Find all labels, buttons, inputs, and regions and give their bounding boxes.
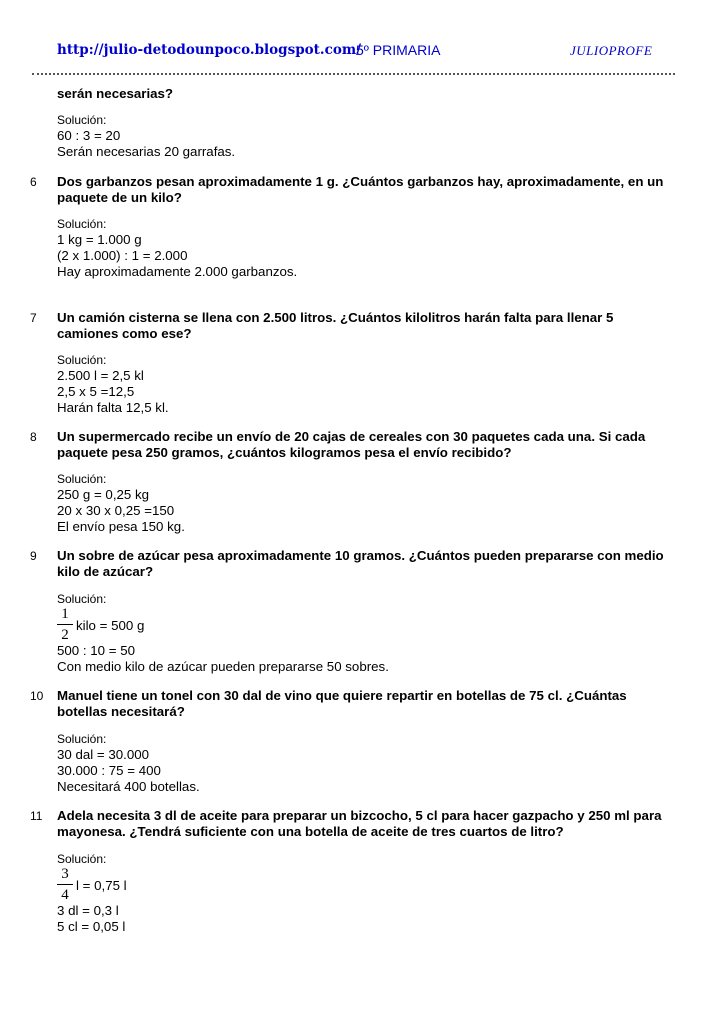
problem-solution-label: Solución:: [57, 472, 107, 486]
problem-solution-line: 5 cl = 0,05 l: [57, 919, 126, 934]
problem-solution-line: 2,5 x 5 =12,5: [57, 384, 135, 399]
problem-number: 9: [30, 549, 37, 563]
intro-question-tail: serán necesarias?: [57, 86, 174, 101]
header-grade: 5º PRIMARIA: [356, 42, 441, 58]
problem-solution-line: Necesitará 400 botellas.: [57, 779, 200, 794]
problem-solution-line: Con medio kilo de azúcar pueden prepararse 50 sobres.: [57, 659, 389, 674]
intro-solution-line: 60 : 3 = 20: [57, 128, 121, 143]
fraction-denominator: 4: [61, 887, 69, 903]
fraction-numerator: 3: [57, 866, 73, 885]
fraction-text: l = 0,75 l: [76, 878, 127, 893]
problem-number: 7: [30, 311, 37, 325]
problem-solution-line: 3 dl = 0,3 l: [57, 903, 119, 918]
problem-question-line: kilo de azúcar?: [57, 564, 154, 579]
problem-solution-line: (2 x 1.000) : 1 = 2.000: [57, 248, 188, 263]
page-header: [0, 40, 728, 62]
problem-solution-line: 500 : 10 = 50: [57, 643, 136, 658]
header-divider: [32, 73, 675, 75]
problem-question-line: Un camión cisterna se llena con 2.500 litros. ¿Cuántos kilolitros harán falta para llenar 5: [57, 310, 614, 325]
problem-solution-label: Solución:: [57, 217, 107, 231]
problem-question-line: Dos garbanzos pesan aproximadamente 1 g. ¿Cuántos garbanzos hay, aproximadamente, en un: [57, 174, 664, 189]
problem-solution-line: 30 dal = 30.000: [57, 747, 150, 762]
problem-solution-line: El envío pesa 150 kg.: [57, 519, 185, 534]
problem-question-line: paquete pesa 250 gramos, ¿cuántos kilogramos pesa el envío recibido?: [57, 445, 512, 460]
problem-solution-line: 1 kg = 1.000 g: [57, 232, 142, 247]
problem-solution-label: Solución:: [57, 852, 107, 866]
header-url: http://julio-detodounpoco.blogspot.com/: [57, 42, 362, 58]
problem-question-line: Un sobre de azúcar pesa aproximadamente 10 gramos. ¿Cuántos pueden prepararse con medio: [57, 548, 664, 563]
problem-number: 8: [30, 430, 37, 444]
problem-solution-line: 250 g = 0,25 kg: [57, 487, 150, 502]
intro-solution-line: Serán necesarias 20 garrafas.: [57, 144, 236, 159]
problem-question-line: mayonesa. ¿Tendrá suficiente con una botella de aceite de tres cuartos de litro?: [57, 824, 564, 839]
problem-number: 6: [30, 175, 37, 189]
problem-solution-line: Hay aproximadamente 2.000 garbanzos.: [57, 264, 298, 279]
problem-question-line: paquete de un kilo?: [57, 190, 182, 205]
header-author: JULIOPROFE: [570, 43, 653, 58]
problem-solution-label: Solución:: [57, 592, 107, 606]
problem-solution-line: Harán falta 12,5 kl.: [57, 400, 169, 415]
problem-number: 11: [30, 809, 43, 823]
problem-solution-label: Solución:: [57, 353, 107, 367]
fraction: [57, 606, 73, 643]
fraction: [57, 866, 73, 903]
intro-solution-label: Solución:: [57, 113, 107, 127]
problem-solution-line: 20 x 30 x 0,25 =150: [57, 503, 175, 518]
fraction-numerator: 1: [57, 606, 73, 625]
problem-number: 10: [30, 689, 44, 703]
problem-question-line: Adela necesita 3 dl de aceite para preparar un bizcocho, 5 cl para hacer gazpacho y 250 ml para: [57, 808, 662, 823]
problem-solution-line: 30.000 : 75 = 400: [57, 763, 161, 778]
fraction-denominator: 2: [61, 627, 69, 643]
problem-question-line: camiones como ese?: [57, 326, 192, 341]
problem-solution-label: Solución:: [57, 732, 107, 746]
fraction-text: kilo = 500 g: [76, 618, 145, 633]
problem-question-line: Manuel tiene un tonel con 30 dal de vino que quiere repartir en botellas de 75 cl. ¿Cuántas: [57, 688, 627, 703]
problem-question-line: Un supermercado recibe un envío de 20 cajas de cereales con 30 paquetes cada una. Si cada: [57, 429, 646, 444]
problem-solution-line: 2.500 l = 2,5 kl: [57, 368, 144, 383]
problem-question-line: botellas necesitará?: [57, 704, 185, 719]
